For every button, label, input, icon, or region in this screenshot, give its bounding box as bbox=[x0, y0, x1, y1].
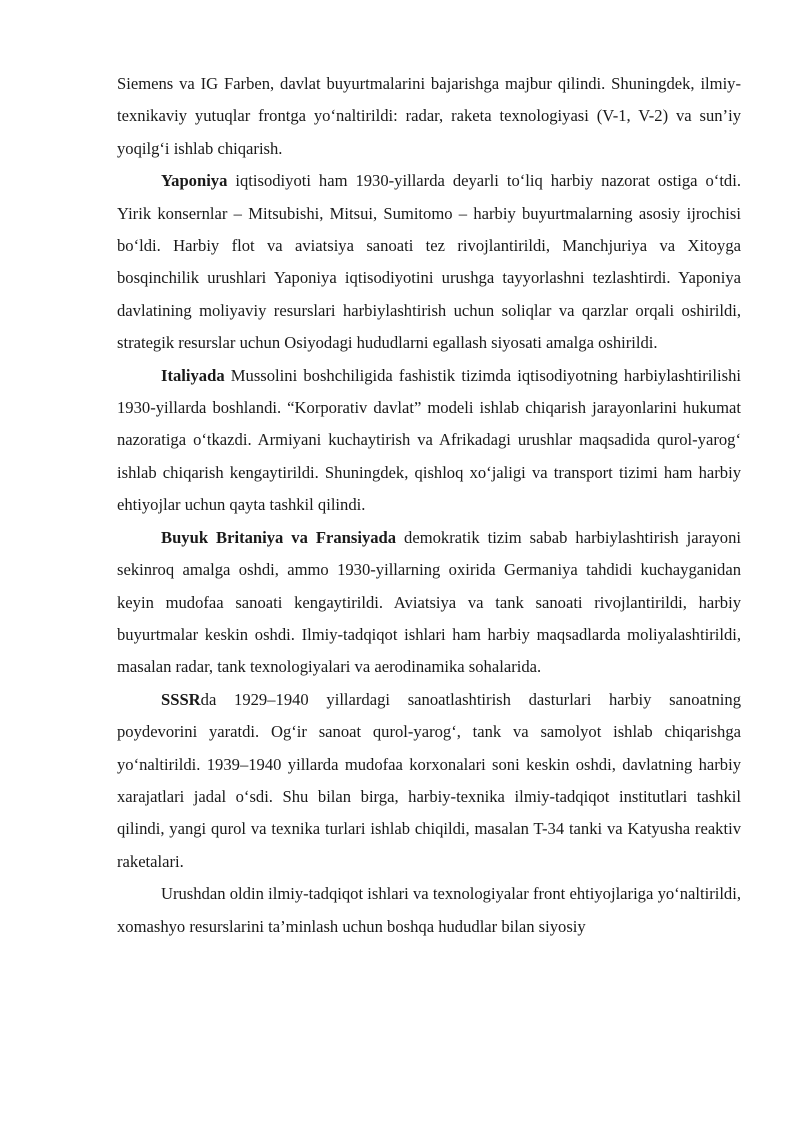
paragraph-text: iqtisodiyoti ham 1930-yillarda deyarli to‘liq harbiy nazorat ostiga o‘tdi. Yirik konsernlar – Mitsubishi, Mitsui, Sumitomo – harbiy buyurtmalarning asosiy ijrochisi bo‘ldi. Harbiy flot va aviatsiya sanoati tez rivojlantirildi, Manchjuriya va Xitoyga bosqinchilik urushlari Yaponiya iqtisodiyotini urushga tayyorlashni tezlashtirdi. Yaponiya davlatining moliyaviy resurslari harbiylashtirish uchun soliqlar va qarzlar orqali oshirildi, strategik resurslar uchun Osiyodagi hududlarni egallash siyosati amalga oshirildi. bbox=[117, 171, 741, 353]
paragraph-lead: SSSR bbox=[161, 689, 201, 709]
paragraph-prewar bbox=[117, 878, 741, 943]
paragraph-text: Mussolini boshchiligida fashistik tizimda iqtisodiyotning harbiylashtirilishi 1930-yillarda boshlandi. “Korporativ davlat” modeli ishlab chiqarish jarayonlarini hukumat nazoratiga o‘tkazdi. Armiyani kuchaytirish va Afrikadagi urushlar maqsadida qurol-yarog‘ ishlab chiqarish kengaytirildi. Shuningdek, qishloq xo‘jaligi va transport tizimi ham harbiy ehtiyojlar uchun qayta tashkil qilindi. bbox=[117, 365, 741, 515]
paragraph-text: Urushdan oldin ilmiy-tadqiqot ishlari va texnologiyalar front ehtiyojlariga yo‘naltirildi, xomashyo resurslarini ta’minlash uchun boshqa hududlar bilan siyosiy bbox=[117, 884, 741, 936]
paragraph-ussr bbox=[117, 684, 741, 878]
document-page bbox=[117, 68, 741, 943]
paragraph-britain-france bbox=[117, 522, 741, 684]
paragraph-text: Siemens va IG Farben, davlat buyurtmalarini bajarishga majbur qilindi. Shuningdek, ilmiy-texnikaviy yutuqlar frontga yo‘naltirildi: radar, raketa texnologiyasi (V-1, V-2) va sun’iy yoqilg‘i ishlab chiqarish. bbox=[117, 74, 741, 158]
paragraph-lead: Buyuk Britaniya va Fransiyada bbox=[161, 527, 397, 547]
paragraph-italy bbox=[117, 360, 741, 522]
paragraph-text: da 1929–1940 yillardagi sanoatlashtirish dasturlari harbiy sanoatning poydevorini yaratdi. Og‘ir sanoat qurol-yarog‘, tank va samolyot ishlab chiqarishga yo‘naltirildi. 1939–1940 yillarda mudofaa korxonalari soni keskin oshdi, davlatning harbiy xarajatlari jadal o‘sdi. Shu bilan birga, harbiy-texnika ilmiy-tadqiqot institutlari tashkil qilindi, yangi qurol va texnika turlari ishlab chiqildi, masalan T-34 tanki va Katyusha reaktiv raketalari. bbox=[117, 689, 741, 871]
paragraph-lead: Italiyada bbox=[161, 365, 225, 385]
paragraph-lead: Yaponiya bbox=[161, 171, 228, 191]
paragraph-continuation bbox=[117, 68, 741, 165]
paragraph-japan bbox=[117, 165, 741, 359]
paragraph-text: demokratik tizim sabab harbiylashtirish jarayoni sekinroq amalga oshdi, ammo 1930-yillarning oxirida Germaniya tahdidi kuchayganidan keyin mudofaa sanoati kengaytirildi. Aviatsiya va tank sanoati rivojlantirildi, harbiy buyurtmalar keskin oshdi. Ilmiy-tadqiqot ishlari ham harbiy maqsadlarda moliyalashtirildi, masalan radar, tank texnologiyalari va aerodinamika sohalarida. bbox=[117, 527, 741, 677]
